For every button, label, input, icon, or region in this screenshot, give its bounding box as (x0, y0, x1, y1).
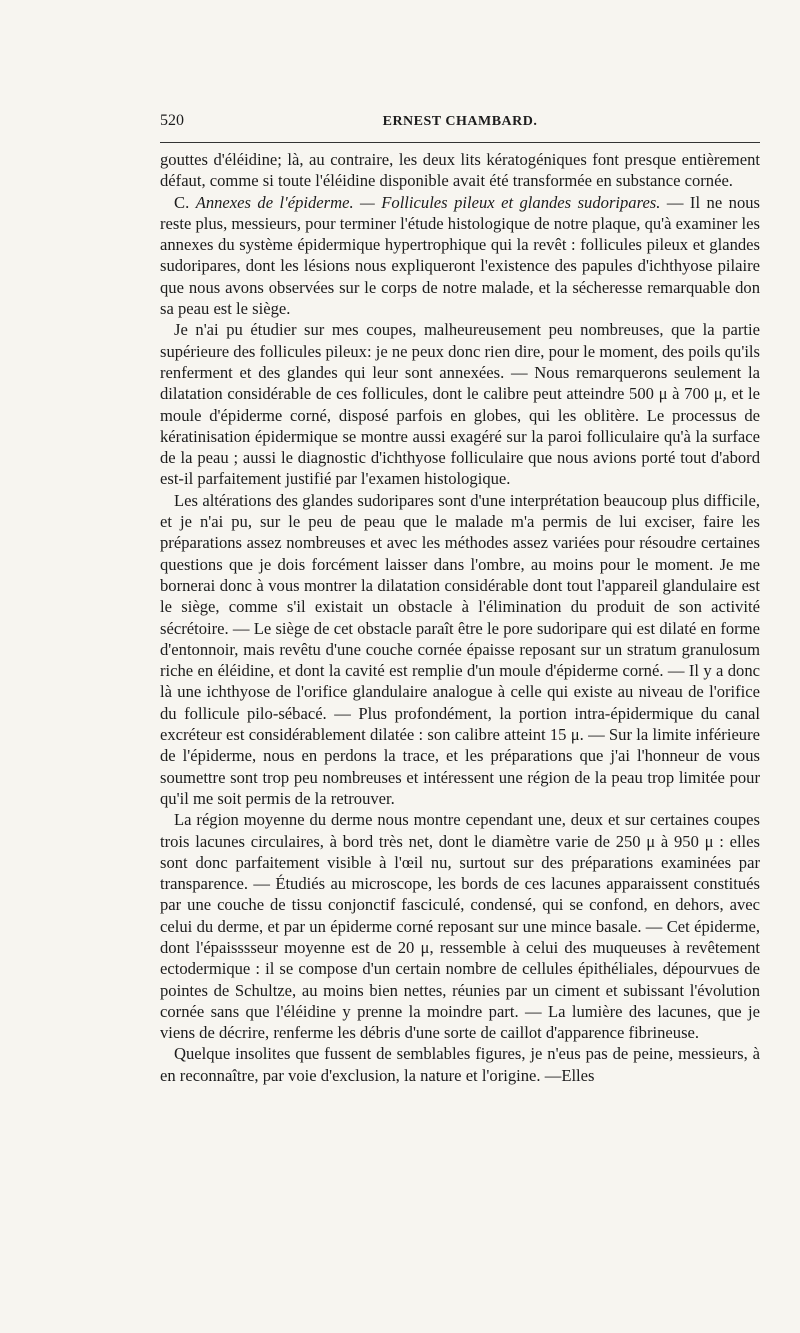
body-text (160, 149, 760, 1086)
section-label: C. (174, 192, 190, 212)
running-header (160, 112, 760, 138)
page-number: 520 (160, 112, 184, 129)
book-page (160, 112, 760, 1086)
running-title: ERNEST CHAMBARD. (382, 114, 538, 129)
header-rule (160, 142, 760, 143)
paragraph-4: Les altérations des glandes sudoripares sont d'une interprétation beaucoup plus difficile, et je n'ai pu, sur le peu de peau que le malade m'a permis de lui exciser, faire les préparations assez nombreuses et avec les méthodes assez variées pour résoudre certaines questions que je dois forcément laisser dans l'ombre, au moins pour le moment. Je me bornerai donc à vous montrer la dilatation considérable dont tout l'appareil glandulaire est le siège, comme s'il existait un obstacle à l'élimination du produit de son activité sécrétoire. — Le siège de cet obstacle paraît être le pore sudoripare qui est dilaté en forme d'entonnoir, mais revêtu d'une couche cornée épaisse reposant sur un stratum granulosum riche en éléidine, et dont la cavité est remplie d'un moule d'épiderme corné. — Il y a donc là une ichthyose de l'orifice glandulaire analogue à celle qui existe au niveau de l'orifice du follicule pilo-sébacé. — Plus profondément, la portion intra-épidermique du canal excréteur est considérablement dilatée : son calibre atteint 15 μ. — Sur la limite inférieure de l'épiderme, nous en perdons la trace, et les préparations que j'ai l'honneur de vous soumettre sont trop peu nombreuses et intéressent une région de la peau trop limitée pour qu'il me soit permis de la retrouver. (160, 490, 760, 808)
paragraph-5: La région moyenne du derme nous montre cependant une, deux et sur certaines coupes trois lacunes circulaires, à bord très net, dont le diamètre varie de 250 μ à 950 μ : elles sont donc parfaitement visible à l'œil nu, surtout sur des préparations examinées par transparence. — Étudiés au microscope, les bords de ces lacunes apparaissent constitués par une couche de tissu conjonctif fasciculé, condensé, qui se confond, en dehors, avec celui du derme, et par un épiderme corné reposant sur une mince basale. — Cet épiderme, dont l'épaisssseur moyenne est de 20 μ, ressemble à celui des muqueuses à revêtement ectodermique : il se compose d'un certain nombre de cellules épithéliales, dépourvues de pointes de Schultze, au moins bien nettes, réunies par un ciment et subissant l'évolution cornée sans que l'éléidine y prenne la moindre part. — La lumière des lacunes, que je viens de décrire, renferme les débris d'une sorte de caillot d'apparence fibrineuse. (160, 810, 760, 1043)
paragraph-3: Je n'ai pu étudier sur mes coupes, malheureusement peu nombreuses, que la partie supérieure des follicules pileux: je ne peux donc rien dire, pour le moment, des poils qu'ils renferment et des glandes qui leur sont annexées. — Nous remarquerons seulement la dilatation considérable de ces follicules, dont le calibre peut atteindre 500 μ à 700 μ, et le moule d'épiderme corné, disposé parfois en globes, qui les oblitère. Le processus de kératinisation épidermique se montre aussi exagéré sur la paroi folliculaire qu'à la surface de la peau ; aussi le diagnostic d'ichthyose folliculaire que nous avions porté tout d'abord est-il parfaitement justifié par l'examen histologique. (160, 320, 760, 489)
section-heading: Annexes de l'épiderme. — Follicules pileux et glandes sudoripares. (195, 192, 661, 212)
paragraph-2 (160, 192, 760, 320)
paragraph-6: Quelque insolites que fussent de semblables figures, je n'eus pas de peine, messieurs, à en reconnaître, par voie d'exclusion, la nature et l'origine. —Elles (160, 1044, 760, 1085)
paragraph-1: gouttes d'éléidine; là, au contraire, les deux lits kératogéniques font presque entièrement défaut, comme si toute l'éléidine disponible avait été transformée en substance cornée. (160, 150, 760, 191)
section-text: — Il ne nous reste plus, messieurs, pour terminer l'étude histologique de notre plaque, qu'à examiner les annexes du système épidermique hypertrophique qui la revêt : follicules pileux et glandes sudoripares, dont les lésions nous expliqueront l'existence des papules d'ichthyose pilaire que nous avons observées sur le corps de notre malade, et la sécheresse remarquable don sa peau est le siège. (160, 192, 760, 319)
